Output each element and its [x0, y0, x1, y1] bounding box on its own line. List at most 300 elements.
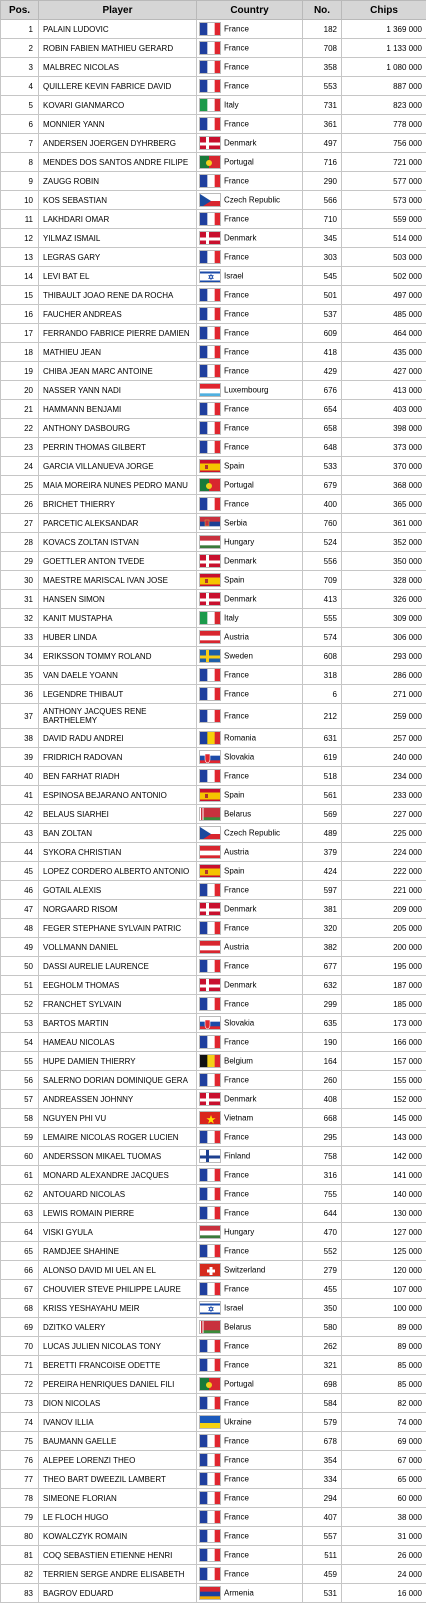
row-country	[197, 976, 303, 995]
row-player: PALAIN LUDOVIC	[39, 20, 197, 39]
france-flag-icon	[199, 1491, 221, 1505]
row-country-name: France	[224, 1513, 249, 1522]
row-country-name: France	[224, 671, 249, 680]
row-no: 299	[303, 995, 342, 1014]
row-country-name: France	[224, 1133, 249, 1142]
row-player: LEMAIRE NICOLAS ROGER LUCIEN	[39, 1128, 197, 1147]
row-country	[197, 419, 303, 438]
row-country-name: France	[224, 1285, 249, 1294]
row-player: LEGENDRE THIBAUT	[39, 685, 197, 704]
row-pos: 53	[1, 1014, 39, 1033]
row-country-name: Czech Republic	[224, 196, 280, 205]
serbia-flag-icon	[199, 516, 221, 530]
row-country-name: Slovakia	[224, 753, 254, 762]
france-flag-icon	[199, 1339, 221, 1353]
row-chips: 74 000	[342, 1413, 426, 1432]
denmark-flag-icon	[199, 592, 221, 606]
row-no: 580	[303, 1318, 342, 1337]
row-player: RAMDJEE SHAHINE	[39, 1242, 197, 1261]
row-chips: 145 000	[342, 1109, 426, 1128]
table-row	[1, 438, 426, 457]
row-chips: 721 000	[342, 153, 426, 172]
row-player: IVANOV ILLIA	[39, 1413, 197, 1432]
row-no: 561	[303, 786, 342, 805]
row-no: 635	[303, 1014, 342, 1033]
row-pos: 39	[1, 748, 39, 767]
row-pos: 29	[1, 552, 39, 571]
row-player: CHOUVIER STEVE PHILIPPE LAURE	[39, 1280, 197, 1299]
row-pos: 75	[1, 1432, 39, 1451]
row-no: 597	[303, 881, 342, 900]
row-country-name: France	[224, 63, 249, 72]
table-row	[1, 881, 426, 900]
denmark-flag-icon	[199, 231, 221, 245]
table-row	[1, 938, 426, 957]
france-flag-icon	[199, 1035, 221, 1049]
france-flag-icon	[199, 421, 221, 435]
table-row	[1, 1318, 426, 1337]
row-player: ANDERSSON MIKAEL TUOMAS	[39, 1147, 197, 1166]
row-player: FAUCHER ANDREAS	[39, 305, 197, 324]
france-flag-icon	[199, 687, 221, 701]
row-country	[197, 1508, 303, 1527]
table-row	[1, 115, 426, 134]
row-no: 678	[303, 1432, 342, 1451]
row-pos: 3	[1, 58, 39, 77]
table-row	[1, 1508, 426, 1527]
table-row	[1, 590, 426, 609]
row-no: 294	[303, 1489, 342, 1508]
row-pos: 48	[1, 919, 39, 938]
row-chips: 155 000	[342, 1071, 426, 1090]
row-country	[197, 767, 303, 786]
row-no: 358	[303, 58, 342, 77]
row-player: FERRANDO FABRICE PIERRE DAMIEN	[39, 324, 197, 343]
row-no: 760	[303, 514, 342, 533]
row-chips: 361 000	[342, 514, 426, 533]
row-pos: 59	[1, 1128, 39, 1147]
row-country-name: France	[224, 886, 249, 895]
france-flag-icon	[199, 117, 221, 131]
row-chips: 221 000	[342, 881, 426, 900]
row-country	[197, 476, 303, 495]
row-country-name: France	[224, 82, 249, 91]
table-row	[1, 571, 426, 590]
row-country-name: Armenia	[224, 1589, 254, 1598]
france-flag-icon	[199, 1453, 221, 1467]
row-no: 212	[303, 704, 342, 729]
row-no: 574	[303, 628, 342, 647]
row-player: HUBER LINDA	[39, 628, 197, 647]
row-country-name: Belarus	[224, 810, 251, 819]
row-country-name: France	[224, 215, 249, 224]
table-row	[1, 862, 426, 881]
row-player: GOETTLER ANTON TVEDE	[39, 552, 197, 571]
row-country-name: Israel	[224, 1304, 244, 1313]
row-country	[197, 20, 303, 39]
row-chips: 368 000	[342, 476, 426, 495]
table-row	[1, 805, 426, 824]
table-row	[1, 609, 426, 628]
row-pos: 21	[1, 400, 39, 419]
row-pos: 22	[1, 419, 39, 438]
spain-flag-icon	[199, 864, 221, 878]
row-chips: 271 000	[342, 685, 426, 704]
row-country	[197, 786, 303, 805]
row-chips: 187 000	[342, 976, 426, 995]
row-pos: 34	[1, 647, 39, 666]
row-player: KANIT MUSTAPHA	[39, 609, 197, 628]
row-player: MATHIEU JEAN	[39, 343, 197, 362]
row-chips: 413 000	[342, 381, 426, 400]
row-no: 345	[303, 229, 342, 248]
table-row	[1, 1147, 426, 1166]
row-chips: 502 000	[342, 267, 426, 286]
table-row	[1, 381, 426, 400]
row-no: 609	[303, 324, 342, 343]
row-no: 619	[303, 748, 342, 767]
row-chips: 152 000	[342, 1090, 426, 1109]
table-row	[1, 20, 426, 39]
row-country	[197, 400, 303, 419]
row-chips: 293 000	[342, 647, 426, 666]
row-country-name: Finland	[224, 1152, 250, 1161]
row-pos: 66	[1, 1261, 39, 1280]
table-row	[1, 343, 426, 362]
row-pos: 36	[1, 685, 39, 704]
table-row	[1, 685, 426, 704]
france-flag-icon	[199, 1206, 221, 1220]
row-player: KOVARI GIANMARCO	[39, 96, 197, 115]
row-no: 668	[303, 1109, 342, 1128]
france-flag-icon	[199, 1358, 221, 1372]
row-no: 631	[303, 729, 342, 748]
row-player: ANDERSEN JOERGEN DYHRBERG	[39, 134, 197, 153]
row-chips: 224 000	[342, 843, 426, 862]
table-row	[1, 1280, 426, 1299]
row-chips: 306 000	[342, 628, 426, 647]
table-row	[1, 729, 426, 748]
row-player: ERIKSSON TOMMY ROLAND	[39, 647, 197, 666]
france-flag-icon	[199, 1187, 221, 1201]
table-row	[1, 1052, 426, 1071]
denmark-flag-icon	[199, 136, 221, 150]
row-pos: 13	[1, 248, 39, 267]
france-flag-icon	[199, 1548, 221, 1562]
table-row	[1, 248, 426, 267]
row-chips: 24 000	[342, 1565, 426, 1584]
row-country	[197, 1223, 303, 1242]
row-country	[197, 995, 303, 1014]
row-country	[197, 115, 303, 134]
row-country-name: France	[224, 1000, 249, 1009]
row-country-name: France	[224, 44, 249, 53]
row-country	[197, 286, 303, 305]
table-row	[1, 476, 426, 495]
row-no: 334	[303, 1470, 342, 1489]
row-country-name: Denmark	[224, 557, 256, 566]
row-country	[197, 590, 303, 609]
row-country	[197, 172, 303, 191]
row-no: 632	[303, 976, 342, 995]
row-country-name: Italy	[224, 614, 239, 623]
row-pos: 15	[1, 286, 39, 305]
row-country-name: France	[224, 1361, 249, 1370]
table-row	[1, 1546, 426, 1565]
row-chips: 1 369 000	[342, 20, 426, 39]
table-row	[1, 457, 426, 476]
row-no: 755	[303, 1185, 342, 1204]
france-flag-icon	[199, 326, 221, 340]
table-row	[1, 1375, 426, 1394]
row-player: DASSI AURELIE LAURENCE	[39, 957, 197, 976]
france-flag-icon	[199, 307, 221, 321]
sweden-flag-icon	[199, 649, 221, 663]
row-country	[197, 1128, 303, 1147]
row-no: 552	[303, 1242, 342, 1261]
row-chips: 365 000	[342, 495, 426, 514]
row-no: 579	[303, 1413, 342, 1432]
belarus-flag-icon	[199, 1320, 221, 1334]
row-country-name: Spain	[224, 576, 244, 585]
row-chips: 398 000	[342, 419, 426, 438]
row-country	[197, 134, 303, 153]
table-row	[1, 666, 426, 685]
row-player: BEN FARHAT RIADH	[39, 767, 197, 786]
slovakia-flag-icon	[199, 1016, 221, 1030]
row-country-name: Austria	[224, 848, 249, 857]
row-pos: 44	[1, 843, 39, 862]
czech-republic-flag-icon	[199, 826, 221, 840]
row-pos: 63	[1, 1204, 39, 1223]
row-country	[197, 1432, 303, 1451]
row-country-name: France	[224, 1532, 249, 1541]
row-pos: 4	[1, 77, 39, 96]
row-player: ANTOUARD NICOLAS	[39, 1185, 197, 1204]
table-row	[1, 514, 426, 533]
row-country-name: France	[224, 329, 249, 338]
row-country	[197, 324, 303, 343]
row-no: 350	[303, 1299, 342, 1318]
table-row	[1, 1242, 426, 1261]
row-player: EEGHOLM THOMAS	[39, 976, 197, 995]
row-country-name: France	[224, 1190, 249, 1199]
row-country	[197, 362, 303, 381]
row-player: ESPINOSA BEJARANO ANTONIO	[39, 786, 197, 805]
row-country	[197, 438, 303, 457]
row-no: 361	[303, 115, 342, 134]
row-chips: 195 000	[342, 957, 426, 976]
row-country	[197, 1071, 303, 1090]
table-row	[1, 533, 426, 552]
row-country-name: France	[224, 1247, 249, 1256]
row-player: ALONSO DAVID MI UEL AN EL	[39, 1261, 197, 1280]
row-country	[197, 647, 303, 666]
table-row	[1, 77, 426, 96]
row-player: LOPEZ CORDERO ALBERTO ANTONIO	[39, 862, 197, 881]
table-row	[1, 552, 426, 571]
row-country-name: Denmark	[224, 905, 256, 914]
row-no: 556	[303, 552, 342, 571]
row-country	[197, 96, 303, 115]
table-row	[1, 1394, 426, 1413]
row-pos: 27	[1, 514, 39, 533]
row-no: 429	[303, 362, 342, 381]
row-pos: 45	[1, 862, 39, 881]
france-flag-icon	[199, 1396, 221, 1410]
row-country	[197, 748, 303, 767]
france-flag-icon	[199, 212, 221, 226]
france-flag-icon	[199, 22, 221, 36]
row-player: VISKI GYULA	[39, 1223, 197, 1242]
table-row	[1, 134, 426, 153]
row-country	[197, 1527, 303, 1546]
row-chips: 38 000	[342, 1508, 426, 1527]
row-country	[197, 229, 303, 248]
row-country-name: Belgium	[224, 1057, 253, 1066]
row-country-name: Belarus	[224, 1323, 251, 1332]
row-pos: 46	[1, 881, 39, 900]
row-chips: 85 000	[342, 1356, 426, 1375]
row-country	[197, 267, 303, 286]
row-country	[197, 666, 303, 685]
switzerland-flag-icon	[199, 1263, 221, 1277]
row-no: 677	[303, 957, 342, 976]
row-country-name: France	[224, 1209, 249, 1218]
table-row	[1, 1337, 426, 1356]
row-no: 608	[303, 647, 342, 666]
table-row	[1, 1204, 426, 1223]
row-no: 413	[303, 590, 342, 609]
row-pos: 10	[1, 191, 39, 210]
row-country	[197, 248, 303, 267]
table-row	[1, 1489, 426, 1508]
austria-flag-icon	[199, 845, 221, 859]
row-player: HAMMANN BENJAMI	[39, 400, 197, 419]
row-chips: 403 000	[342, 400, 426, 419]
row-pos: 80	[1, 1527, 39, 1546]
row-no: 648	[303, 438, 342, 457]
row-chips: 573 000	[342, 191, 426, 210]
table-row	[1, 1166, 426, 1185]
header-no: No.	[303, 1, 342, 20]
row-country-name: France	[224, 924, 249, 933]
row-pos: 33	[1, 628, 39, 647]
row-pos: 70	[1, 1337, 39, 1356]
row-no: 320	[303, 919, 342, 938]
row-country-name: Romania	[224, 734, 256, 743]
row-country-name: France	[224, 1551, 249, 1560]
row-country-name: France	[224, 291, 249, 300]
row-country-name: France	[224, 1171, 249, 1180]
row-no: 511	[303, 1546, 342, 1565]
portugal-flag-icon	[199, 155, 221, 169]
row-chips: 514 000	[342, 229, 426, 248]
row-country	[197, 1280, 303, 1299]
row-chips: 31 000	[342, 1527, 426, 1546]
row-player: KOWALCZYK ROMAIN	[39, 1527, 197, 1546]
row-country-name: Portugal	[224, 1380, 254, 1389]
row-no: 533	[303, 457, 342, 476]
row-no: 758	[303, 1147, 342, 1166]
row-pos: 49	[1, 938, 39, 957]
row-player: FEGER STEPHANE SYLVAIN PATRIC	[39, 919, 197, 938]
row-country	[197, 805, 303, 824]
row-pos: 11	[1, 210, 39, 229]
france-flag-icon	[199, 41, 221, 55]
row-chips: 65 000	[342, 1470, 426, 1489]
row-chips: 233 000	[342, 786, 426, 805]
row-pos: 78	[1, 1489, 39, 1508]
row-chips: 157 000	[342, 1052, 426, 1071]
row-chips: 209 000	[342, 900, 426, 919]
table-row	[1, 1223, 426, 1242]
france-flag-icon	[199, 79, 221, 93]
row-chips: 166 000	[342, 1033, 426, 1052]
row-no: 321	[303, 1356, 342, 1375]
row-no: 459	[303, 1565, 342, 1584]
spain-flag-icon	[199, 788, 221, 802]
row-player: SIMEONE FLORIAN	[39, 1489, 197, 1508]
table-row	[1, 58, 426, 77]
france-flag-icon	[199, 1168, 221, 1182]
row-player: NORGAARD RISOM	[39, 900, 197, 919]
france-flag-icon	[199, 883, 221, 897]
row-player: MAESTRE MARISCAL IVAN JOSE	[39, 571, 197, 590]
row-no: 290	[303, 172, 342, 191]
row-chips: 350 000	[342, 552, 426, 571]
row-player: THIBAULT JOAO RENE DA ROCHA	[39, 286, 197, 305]
row-country-name: Serbia	[224, 519, 247, 528]
table-row	[1, 1470, 426, 1489]
row-no: 569	[303, 805, 342, 824]
row-country-name: France	[224, 253, 249, 262]
row-pos: 32	[1, 609, 39, 628]
row-pos: 20	[1, 381, 39, 400]
row-player: LEGRAS GARY	[39, 248, 197, 267]
row-player: ALEPEE LORENZI THEO	[39, 1451, 197, 1470]
row-pos: 12	[1, 229, 39, 248]
table-row	[1, 1299, 426, 1318]
row-player: KRISS YESHAYAHU MEIR	[39, 1299, 197, 1318]
row-country-name: Hungary	[224, 1228, 254, 1237]
row-country-name: France	[224, 1038, 249, 1047]
row-pos: 17	[1, 324, 39, 343]
row-pos: 5	[1, 96, 39, 115]
table-row	[1, 843, 426, 862]
row-player: BERETTI FRANCOISE ODETTE	[39, 1356, 197, 1375]
row-country	[197, 1375, 303, 1394]
row-country-name: France	[224, 443, 249, 452]
header-player: Player	[39, 1, 197, 20]
row-chips: 887 000	[342, 77, 426, 96]
row-country	[197, 843, 303, 862]
row-no: 424	[303, 862, 342, 881]
italy-flag-icon	[199, 98, 221, 112]
row-no: 164	[303, 1052, 342, 1071]
row-country	[197, 1337, 303, 1356]
row-chips: 435 000	[342, 343, 426, 362]
row-chips: 60 000	[342, 1489, 426, 1508]
table-row	[1, 976, 426, 995]
row-player: CHIBA JEAN MARC ANTOINE	[39, 362, 197, 381]
row-chips: 82 000	[342, 1394, 426, 1413]
row-country-name: France	[224, 1570, 249, 1579]
row-country	[197, 862, 303, 881]
row-country-name: France	[224, 120, 249, 129]
row-country-name: Spain	[224, 867, 244, 876]
row-chips: 373 000	[342, 438, 426, 457]
